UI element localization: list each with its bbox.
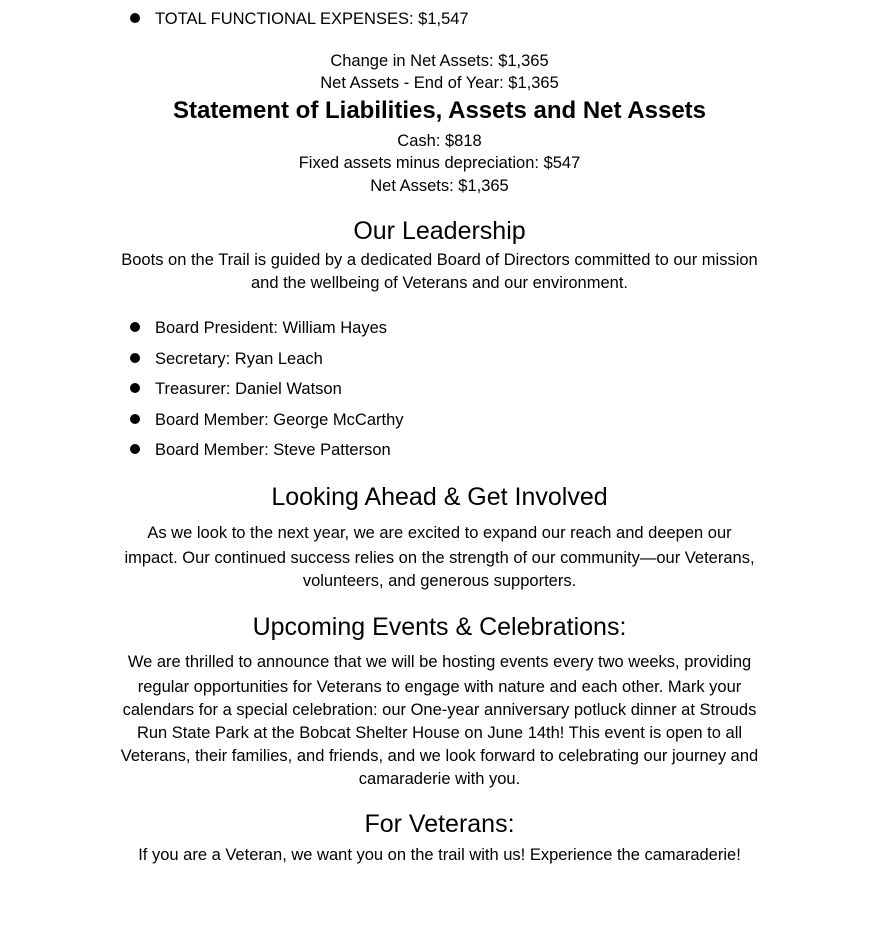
leadership-intro-line: and the wellbeing of Veterans and our environment. [250, 274, 628, 292]
paragraph-line: impact. Our continued success relies on the strength of our community—our Veterans, [124, 549, 755, 567]
paragraph-line: calendars for a special celebration: our One-year anniversary potluck dinner at Strouds [122, 701, 757, 719]
veterans-line: If you are a Veteran, we want you on the trail with us! Experience the camaraderie! [138, 846, 741, 864]
expenses-bullet-item [130, 9, 469, 29]
statement-fixed-assets: Fixed assets minus depreciation: $547 [298, 154, 581, 172]
paragraph-line: As we look to the next year, we are excited to expand our reach and deepen our [147, 524, 732, 542]
paragraph-line: volunteers, and generous supporters. [302, 572, 577, 590]
paragraph-line: We are thrilled to announce that we will be hosting events every two weeks, providing [127, 653, 752, 671]
paragraph-line: Run State Park at the Bobcat Shelter House on June 14th! This event is open to all [136, 724, 743, 742]
events-heading: Upcoming Events & Celebrations: [252, 613, 627, 641]
bullet-icon [130, 383, 140, 393]
leadership-heading: Our Leadership [353, 217, 526, 245]
list-item [130, 440, 404, 471]
member-label: Board Member: Steve Patterson [155, 441, 391, 459]
member-label: Board President: William Hayes [155, 319, 387, 337]
leadership-intro [90, 249, 789, 295]
bullet-icon [130, 353, 140, 363]
statement-net-assets: Net Assets: $1,365 [370, 177, 509, 195]
net-assets-end-of-year: Net Assets - End of Year: $1,365 [320, 74, 559, 92]
member-label: Board Member: George McCarthy [155, 410, 404, 429]
bullet-icon [130, 322, 140, 332]
paragraph-line: Veterans, their families, and friends, and we look forward to celebrating our journey and [120, 747, 759, 765]
statement-heading: Statement of Liabilities, Assets and Net Assets [172, 97, 707, 124]
list-item [130, 410, 404, 441]
list-item [130, 379, 404, 410]
paragraph-line: regular opportunities for Veterans to engage with nature and each other. Mark your [137, 678, 742, 696]
statement-cash: Cash: $818 [397, 132, 482, 150]
looking-ahead-heading: Looking Ahead & Get Involved [271, 483, 608, 511]
leadership-list [130, 318, 404, 471]
total-functional-expenses: TOTAL FUNCTIONAL EXPENSES: $1,547 [155, 10, 469, 28]
paragraph-line: camaraderie with you. [358, 770, 521, 788]
bullet-icon [130, 13, 140, 23]
bullet-icon [130, 414, 140, 424]
bullet-icon [130, 444, 140, 454]
veterans-heading: For Veterans: [364, 810, 515, 838]
member-label: Treasurer: Daniel Watson [155, 380, 342, 398]
events-paragraph [90, 651, 789, 791]
list-item [130, 318, 404, 349]
member-label: Secretary: Ryan Leach [155, 349, 323, 368]
leadership-intro-line: Boots on the Trail is guided by a dedicated Board of Directors committed to our mission [121, 251, 758, 269]
change-in-net-assets: Change in Net Assets: $1,365 [330, 52, 549, 70]
list-item [130, 349, 404, 380]
looking-ahead-paragraph [90, 522, 789, 593]
